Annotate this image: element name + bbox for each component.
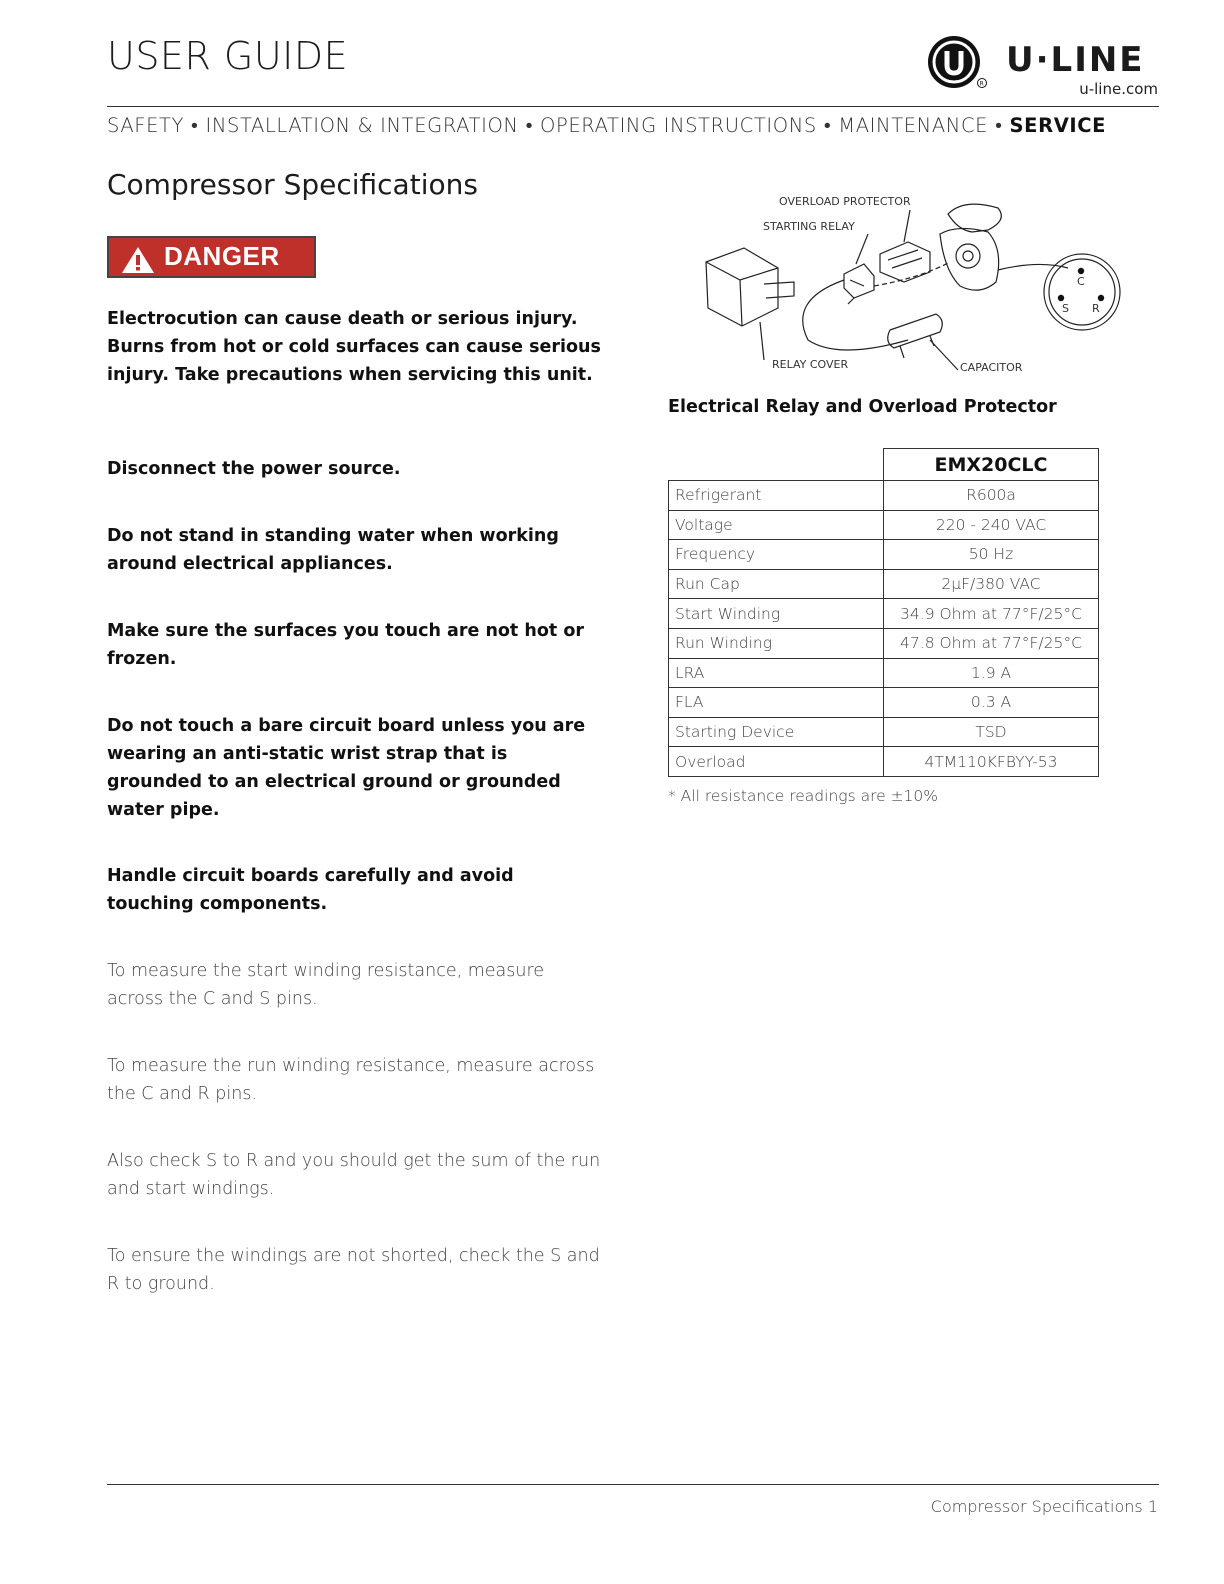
row-label: Refrigerant [669, 481, 884, 511]
compressor-shape [948, 204, 1001, 232]
row-value: 220 - 240 VAC [884, 510, 1099, 540]
nav-item-safety[interactable]: SAFETY [107, 114, 185, 137]
pin-s-label: S [1062, 302, 1069, 315]
page-footer: Compressor Specifications 1 [930, 1497, 1158, 1516]
brand-logo[interactable] [926, 34, 1161, 96]
warning-text: Do not stand in standing water when working around electrical appliances. [107, 526, 559, 574]
pin-s-dot [1058, 295, 1064, 301]
pin-diagram-circle [1044, 254, 1120, 330]
nav-item-installation[interactable]: INSTALLATION & INTEGRATION [205, 114, 519, 137]
pin-r-label: R [1092, 302, 1100, 315]
warning-text: Disconnect the power source. [107, 459, 401, 479]
nav-separator: • [823, 114, 832, 137]
starting-relay-shape [844, 264, 874, 298]
table-row [669, 481, 1099, 511]
header-divider [107, 106, 1159, 107]
page-header-title: USER GUIDE [107, 34, 349, 78]
instruction-text: To measure the start winding resistance, measure across the C and S pins. [107, 961, 545, 1009]
svg-text:R: R [979, 80, 984, 88]
overload-protector-label: OVERLOAD PROTECTOR [779, 195, 911, 208]
pin-c-dot [1078, 268, 1084, 274]
table-row [669, 540, 1099, 570]
row-value: 2µF/380 VAC [884, 569, 1099, 599]
nav-item-maintenance[interactable]: MAINTENANCE [838, 114, 989, 137]
logo-wordmark: U·LINE [1006, 40, 1145, 80]
overload-protector-shape [880, 242, 930, 282]
row-value: 0.3 A [884, 688, 1099, 718]
model-header: EMX20CLC [884, 449, 1099, 481]
footer-divider [107, 1484, 1159, 1485]
table-row [669, 717, 1099, 747]
row-label: FLA [669, 688, 884, 718]
row-value: 50 Hz [884, 540, 1099, 570]
section-nav [107, 114, 1159, 138]
table-row [669, 658, 1099, 688]
table-row [669, 569, 1099, 599]
row-label: Start Winding [669, 599, 884, 629]
table-row [669, 688, 1099, 718]
row-label: Overload [669, 747, 884, 777]
row-label: Starting Device [669, 717, 884, 747]
danger-label: DANGER [164, 241, 280, 271]
relay-diagram [668, 190, 1138, 385]
table-row [669, 747, 1099, 777]
nav-item-service[interactable]: SERVICE [1009, 114, 1107, 137]
row-value: 47.8 Ohm at 77°F/25°C [884, 628, 1099, 658]
diagram-caption: Electrical Relay and Overload Protector [668, 397, 1057, 417]
warning-text: Make sure the surfaces you touch are not hot or frozen. [107, 621, 584, 669]
relay-cover-label: RELAY COVER [772, 358, 849, 371]
row-value: 1.9 A [884, 658, 1099, 688]
instruction-text: To ensure the windings are not shorted, check the S and R to ground. [107, 1246, 600, 1294]
warning-text: Handle circuit boards carefully and avoid touching components. [107, 866, 514, 914]
row-value: 4TM110KFBYY-53 [884, 747, 1099, 777]
section-title: Compressor Specifications [107, 168, 478, 201]
spec-table [668, 448, 1099, 777]
instruction-text: Also check S to R and you should get the sum of the run and start windings. [107, 1151, 601, 1199]
table-corner-cell [669, 449, 884, 481]
danger-badge [107, 236, 316, 278]
row-label: Run Winding [669, 628, 884, 658]
instruction-text: To measure the run winding resistance, measure across the C and R pins. [107, 1056, 595, 1104]
row-label: Voltage [669, 510, 884, 540]
row-label: Run Cap [669, 569, 884, 599]
table-row [669, 628, 1099, 658]
table-row [669, 510, 1099, 540]
nav-separator: • [525, 114, 534, 137]
table-row [669, 599, 1099, 629]
starting-relay-label: STARTING RELAY [763, 220, 855, 233]
row-label: LRA [669, 658, 884, 688]
row-value: R600a [884, 481, 1099, 511]
row-label: Frequency [669, 540, 884, 570]
pin-c-label: C [1077, 275, 1085, 288]
nav-separator: • [995, 114, 1003, 137]
row-value: TSD [884, 717, 1099, 747]
warning-text: Do not touch a bare circuit board unless you are wearing an anti-static wrist strap that is grounded to an electrical ground or grounded water pipe. [107, 716, 586, 820]
warning-triangle-icon [121, 246, 155, 274]
nav-item-operating[interactable]: OPERATING INSTRUCTIONS [540, 114, 817, 137]
uline-logo-icon [926, 34, 988, 96]
logo-url[interactable]: u-line.com [1079, 80, 1158, 98]
pin-r-dot [1098, 295, 1104, 301]
table-footnote: * All resistance readings are ±10% [668, 787, 939, 805]
nav-separator: • [191, 114, 199, 137]
table-header-row [669, 449, 1099, 481]
row-value: 34.9 Ohm at 77°F/25°C [884, 599, 1099, 629]
warning-text: Electrocution can cause death or serious injury. Burns from hot or cold surfaces can cause serious injury. Take precautions when servicing this unit. [107, 309, 601, 385]
capacitor-label: CAPACITOR [960, 361, 1023, 374]
